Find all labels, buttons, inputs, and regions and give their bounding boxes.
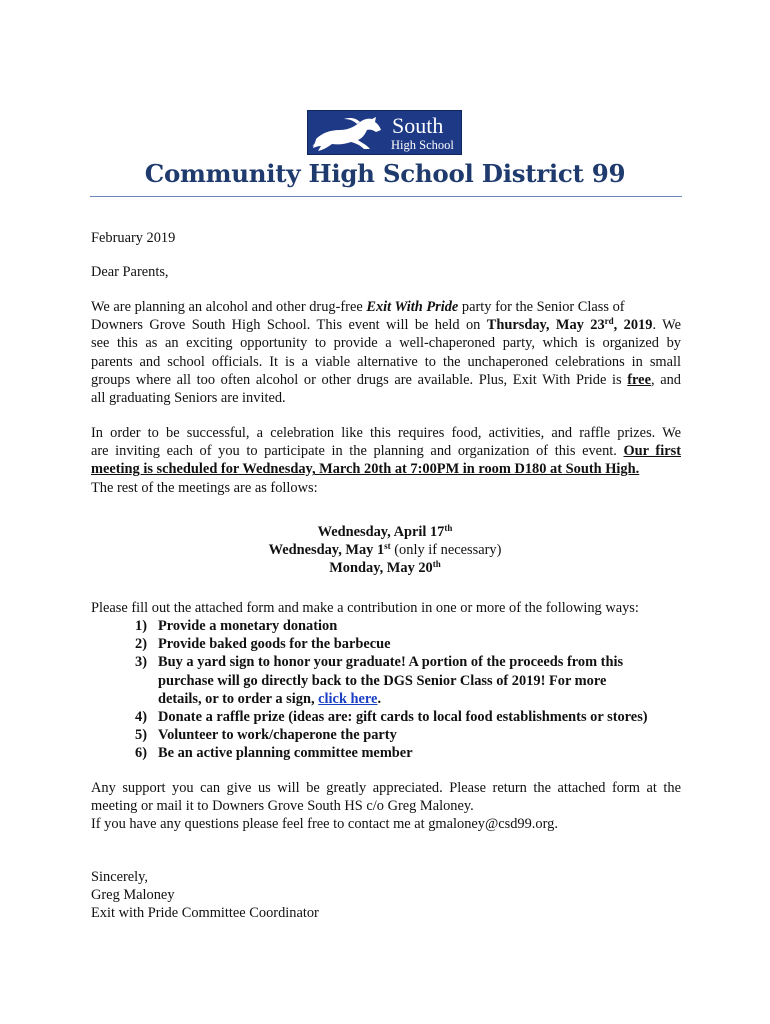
contribution-list [91, 617, 691, 763]
letter-date: February 2019 [91, 230, 176, 246]
event-date: Thursday, May 23rd, 2019 [486, 316, 653, 334]
first-meeting-notice-start: Our first [623, 443, 681, 460]
paragraph-meetings: In order to be successful, a celebration like this requires food, activities, and raffle prizes. We are inviting each of you to participate in the planning and organization of this event. Our first meeting is scheduled for Wednesday, March 20th at 7:00PM in room D180 at South High. The rest of the meetings are as follows: [91, 425, 681, 496]
list-item: 1) Provide a monetary donation [135, 618, 338, 634]
list-item: 5) Volunteer to work/chaperone the party [135, 727, 397, 744]
list-item: 6) Be an active planning committee member [135, 745, 413, 762]
salutation: Dear Parents, [91, 264, 169, 280]
paragraph-event: We are planning an alcohol and other drug-free Exit With Pride party for the Senior Class of Downers Grove South High School. This event will be held on Thursday, May 23rd, 2019. We see this as an exciting opportunity to provide a well-chaperoned party, which is organized by parents and school officials. It is a viable alternative to the unchaperoned celebrations in small groups where all too often alcohol or other drugs are available. Plus, Exit With Pride is free, and all graduating Seniors are invited. [91, 299, 681, 407]
signature-block [91, 868, 681, 923]
title-divider [90, 196, 682, 197]
signer-name: Greg Maloney [91, 887, 175, 904]
list-item: 3) Buy a yard sign to honor your graduate! A portion of the proceeds from this purchase will go directly back to the DGS Senior Class of 2019! For more details, or to order a sign, click here. [135, 654, 624, 707]
school-logo [307, 110, 462, 155]
yard-sign-link[interactable]: click here [318, 690, 378, 707]
sign-off: Sincerely, [91, 869, 149, 885]
logo-text-south: South [392, 113, 444, 138]
contribution-intro: Please fill out the attached form and make a contribution in one or more of the following ways: [91, 600, 639, 616]
meeting-date-2: Wednesday, May 1st (only if necessary) [268, 541, 502, 559]
page-title: Community High School District 99 [144, 159, 626, 188]
list-item: 4) Donate a raffle prize (ideas are: gift cards to local food establishments or stores) [135, 709, 648, 726]
signer-role: Exit with Pride Committee Coordinator [91, 905, 319, 922]
meeting-date-1: Wednesday, April 17th [317, 523, 453, 540]
free-emphasis: free [627, 371, 651, 388]
meeting-date-3: Monday, May 20th [329, 559, 441, 577]
list-item: 2) Provide baked goods for the barbecue [135, 636, 391, 653]
closing-paragraph: Any support you can give us will be greatly appreciated. Please return the attached form at the meeting or mail it to Downers Grove South HS c/o Greg Maloney. If you have any questions please feel free to contact me at gmaloney@csd99.org. [91, 780, 681, 833]
logo-text-high-school: High School [391, 138, 454, 152]
event-name: Exit With Pride [366, 299, 459, 315]
meeting-dates [0, 523, 770, 578]
mustang-icon [310, 113, 390, 153]
first-meeting-notice: meeting is scheduled for Wednesday, March 20th at 7:00PM in room D180 at South High. [91, 461, 640, 478]
